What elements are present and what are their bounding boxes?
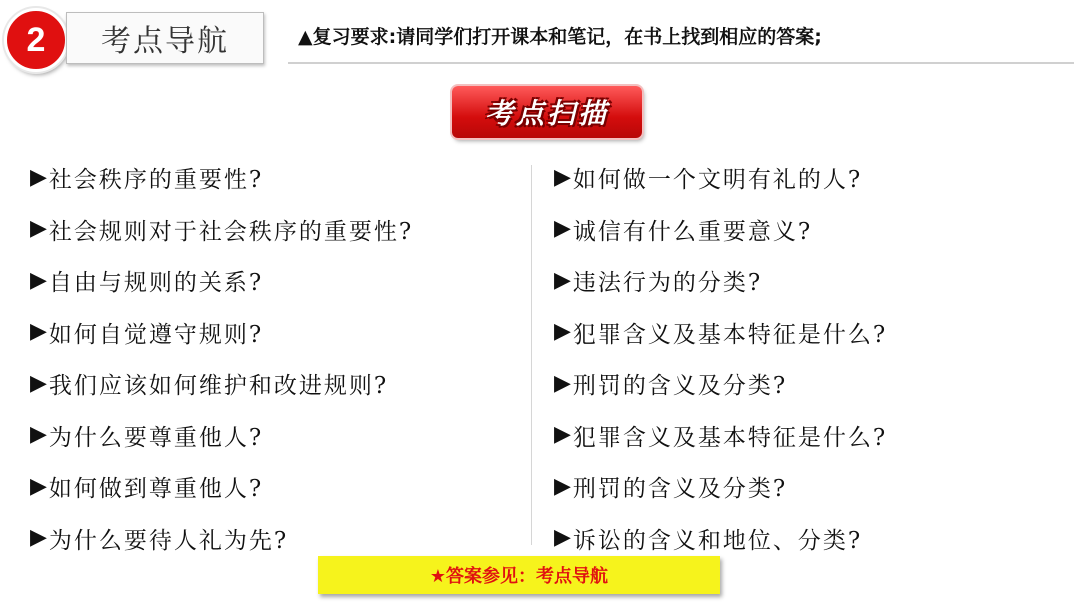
answer-note-box bbox=[318, 556, 720, 594]
bullet-triangle-icon: ▶ bbox=[30, 525, 47, 551]
bullet-triangle-icon: ▶ bbox=[554, 422, 571, 448]
question-text: 为什么要待人礼为先? bbox=[48, 527, 289, 554]
list-item bbox=[30, 358, 413, 410]
bullet-triangle-icon: ▶ bbox=[554, 164, 571, 190]
list-item bbox=[554, 204, 887, 256]
question-text: 刑罚的含义及分类? bbox=[572, 373, 788, 400]
left-question-list bbox=[30, 152, 413, 564]
right-question-list bbox=[554, 152, 887, 564]
question-text: 犯罪含义及基本特征是什么? bbox=[572, 321, 888, 348]
question-text: 违法行为的分类? bbox=[572, 270, 763, 297]
question-text: 社会秩序的重要性? bbox=[48, 167, 264, 194]
question-text: 诉讼的含义和地位、分类? bbox=[572, 527, 863, 554]
question-text: 自由与规则的关系? bbox=[48, 270, 264, 297]
list-item bbox=[554, 410, 887, 462]
bullet-triangle-icon: ▶ bbox=[30, 164, 47, 190]
bullet-triangle-icon: ▶ bbox=[554, 370, 571, 396]
list-item bbox=[30, 410, 413, 462]
bullet-triangle-icon: ▶ bbox=[30, 370, 47, 396]
bullet-triangle-icon: ▶ bbox=[554, 525, 571, 551]
question-text: 社会规则对于社会秩序的重要性? bbox=[48, 218, 414, 245]
bullet-triangle-icon: ▶ bbox=[554, 267, 571, 293]
list-item bbox=[30, 255, 413, 307]
bullet-triangle-icon: ▶ bbox=[30, 473, 47, 499]
list-item bbox=[30, 152, 413, 204]
list-item bbox=[554, 358, 887, 410]
page-title-box bbox=[66, 12, 264, 64]
bullet-triangle-icon: ▶ bbox=[554, 319, 571, 345]
list-item bbox=[30, 461, 413, 513]
scan-banner-label: 考点扫描 bbox=[484, 97, 609, 130]
bullet-triangle-icon: ▶ bbox=[554, 473, 571, 499]
bullet-triangle-icon: ▶ bbox=[30, 319, 47, 345]
list-item bbox=[30, 307, 413, 359]
header-underline bbox=[288, 62, 1074, 64]
question-text: 如何做到尊重他人? bbox=[48, 476, 264, 503]
bullet-triangle-icon: ▶ bbox=[30, 422, 47, 448]
answer-note: ★答案参见：考点导航 bbox=[429, 566, 609, 587]
review-requirement: ▲复习要求:请同学们打开课本和笔记，在书上找到相应的答案; bbox=[298, 26, 822, 48]
list-item bbox=[554, 255, 887, 307]
section-number: 2 bbox=[26, 20, 46, 59]
list-item bbox=[554, 307, 887, 359]
bullet-triangle-icon: ▶ bbox=[30, 267, 47, 293]
list-item bbox=[30, 204, 413, 256]
question-text: 如何做一个文明有礼的人? bbox=[572, 167, 863, 194]
list-item bbox=[554, 152, 887, 204]
question-text: 诚信有什么重要意义? bbox=[572, 218, 813, 245]
question-text: 为什么要尊重他人? bbox=[48, 424, 264, 451]
question-text: 刑罚的含义及分类? bbox=[572, 476, 788, 503]
scan-banner bbox=[452, 86, 642, 138]
section-number-badge bbox=[4, 8, 68, 72]
question-text: 我们应该如何维护和改进规则? bbox=[48, 373, 389, 400]
page-title: 考点导航 bbox=[101, 24, 229, 59]
bullet-triangle-icon: ▶ bbox=[30, 216, 47, 242]
column-divider bbox=[531, 165, 532, 545]
question-text: 如何自觉遵守规则? bbox=[48, 321, 264, 348]
list-item bbox=[554, 461, 887, 513]
question-text: 犯罪含义及基本特征是什么? bbox=[572, 424, 888, 451]
bullet-triangle-icon: ▶ bbox=[554, 216, 571, 242]
